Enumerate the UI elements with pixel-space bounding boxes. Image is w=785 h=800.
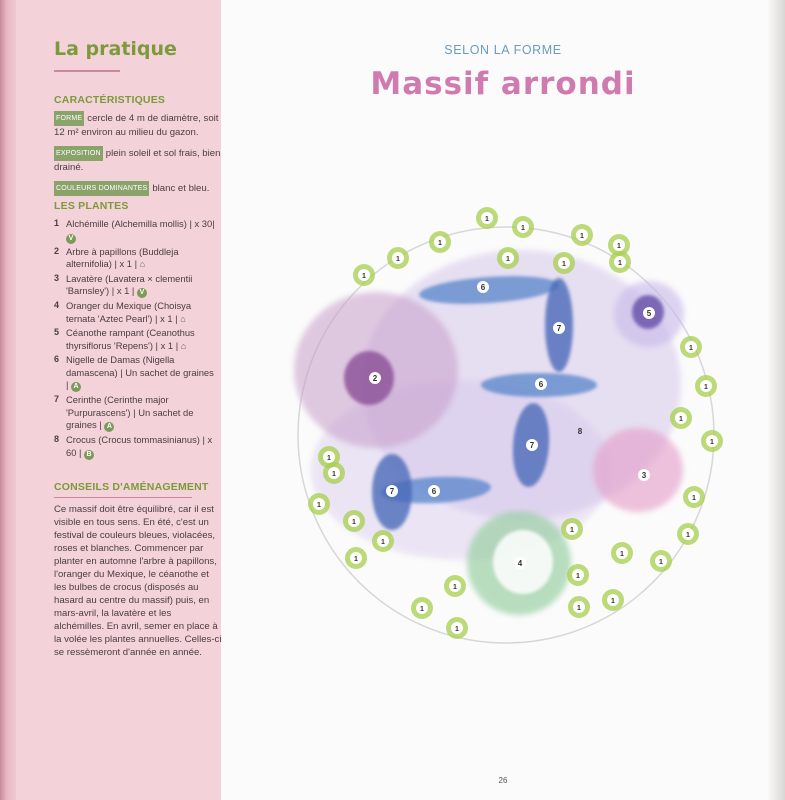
plant-description: Alchémille (Alchemilla mollis) | x 30| [66,218,215,229]
svg-text:5: 5 [646,309,652,318]
svg-text:1: 1 [521,225,525,232]
alchemilla-marker [444,575,466,597]
characteristics-heading: CARACTÉRISTIQUES [54,94,166,106]
advice-heading: CONSEILS D'AMÉNAGEMENT [54,481,209,493]
svg-text:1: 1 [679,416,683,423]
plant-number: 6 [54,354,60,364]
alchemilla-marker [571,224,593,246]
alchemilla-marker [345,547,367,569]
svg-text:1: 1 [332,471,336,478]
svg-text:1: 1 [352,519,356,526]
alchemilla-marker [611,542,633,564]
plant-item [54,394,226,432]
svg-text:4: 4 [517,559,523,568]
exposure-text: plein soleil et sol frais, bien drainé. [54,148,221,173]
plant-item [54,246,226,271]
plant-number-label [428,485,440,497]
plant-description: Lavatère (Lavatera × clementii 'Barnsley') | x 1 | [66,272,193,296]
svg-text:1: 1 [453,584,457,591]
alchemilla-marker [677,523,699,545]
plants-heading: LES PLANTES [54,200,129,212]
svg-text:1: 1 [570,527,574,534]
lavatera-wash [593,428,683,512]
plant-description: Arbre à papillons (Buddleja alternifolia) | x 1 | [66,245,179,269]
svg-text:8: 8 [577,427,583,436]
plant-number-label [514,557,526,569]
colors-tag: COULEURS DOMINANTES [54,181,149,196]
plant-number-label [578,427,583,436]
plant-text [66,327,216,352]
alchemilla-marker [670,407,692,429]
exposure-line [54,146,226,174]
svg-text:1: 1 [396,256,400,263]
advice-text: Ce massif doit être équilibré, car il est visible en tous sens. En été, c'est un festival de couleurs bleues, violacées, roses et blanches. Commencer par planter en automne l'arbre à papillons, l'oranger du Mexique, le céanothe et les bulbes de crocus (disposés au hasard au centre du massif) puis, en mars-avril, la lavatère et les alchémilles. En avril, semer en place à la volée les plantes annuelles. Celles-ci se ressèmeront d'année en année. [54,504,222,658]
plant-number-label [369,372,381,384]
svg-text:7: 7 [389,487,395,496]
alchemilla-marker [567,564,589,586]
plants-section [54,200,226,462]
alchemilla-marker [680,336,702,358]
svg-text:1: 1 [362,273,366,280]
alchemilla-marker [308,493,330,515]
alchemilla-marker [561,518,583,540]
section-kicker: SELON LA FORME [444,43,562,57]
form-text: cercle de 4 m de diamètre, soit 12 m² environ au milieu du gazon. [54,113,219,138]
svg-text:1: 1 [455,626,459,633]
colors-line [54,181,226,196]
plant-badge: B [84,450,94,460]
plant-item [54,218,226,244]
plant-text [66,273,216,299]
shrub-icon: ⌂ [139,259,146,269]
svg-text:1: 1 [485,216,489,223]
svg-text:1: 1 [506,256,510,263]
svg-text:1: 1 [704,384,708,391]
alchemilla-marker [512,216,534,238]
characteristics-section [54,94,226,196]
plant-item [54,434,226,460]
alchemilla-marker [683,486,705,508]
svg-text:7: 7 [529,441,535,450]
alchemilla-marker [323,462,345,484]
svg-text:7: 7 [556,324,562,333]
alchemilla-marker [602,589,624,611]
sidebar-panel [16,0,221,800]
svg-text:1: 1 [381,539,385,546]
plant-description: Oranger du Mexique (Choisya ternata 'Aztec Pearl') | x 1 | [66,300,192,324]
alchemilla-marker [701,430,723,452]
alchemilla-marker [568,596,590,618]
svg-text:1: 1 [354,556,358,563]
shrub-icon: ⌂ [180,340,187,351]
alchemilla-marker [372,530,394,552]
svg-text:1: 1 [618,260,622,267]
svg-text:1: 1 [438,240,442,247]
alchemilla-marker [553,252,575,274]
alchemilla-marker [387,247,409,269]
svg-text:1: 1 [689,345,693,352]
plant-number-label [477,281,489,293]
form-line [54,111,226,139]
svg-text:1: 1 [692,495,696,502]
plant-description: Céanothe rampant (Ceanothus thyrsiflorus 'Repens') | x 1 | [66,327,195,351]
sidebar-title: La pratique [54,38,177,60]
svg-text:1: 1 [562,261,566,268]
alchemilla-marker [411,597,433,619]
plant-number-label [526,439,538,451]
facing-page-edge [767,0,785,800]
sidebar-title-rule [54,70,120,72]
svg-text:1: 1 [576,573,580,580]
plant-badge: V [66,234,76,244]
plant-badge: A [104,422,114,432]
svg-text:3: 3 [641,471,647,480]
form-tag: FORME [54,111,84,126]
plant-text [66,246,216,271]
page-number: 26 [498,776,508,785]
alchemilla-marker [353,264,375,286]
alchemilla-marker [429,231,451,253]
plant-item [54,354,226,392]
svg-text:1: 1 [420,606,424,613]
colors-text: blanc et bleu. [152,183,210,194]
plant-number-label [535,378,547,390]
plant-text [66,300,216,325]
page-title: Massif arrondi [370,66,636,102]
alchemilla-marker [476,207,498,229]
alchemilla-marker [695,375,717,397]
plant-text [66,218,216,244]
plant-item [54,327,226,352]
shrub-icon: ⌂ [180,313,186,324]
svg-text:6: 6 [431,487,437,496]
plant-number-label [386,485,398,497]
plant-number: 2 [54,245,60,256]
plant-description: Cerinthe (Cerinthe major 'Purpurascens') | Un sachet de graines | [66,394,194,430]
svg-text:6: 6 [538,380,544,389]
advice-rule [54,497,192,498]
plant-list [54,218,226,460]
svg-text:2: 2 [372,374,378,383]
svg-text:1: 1 [686,532,690,539]
plant-number-label [643,307,655,319]
plant-item [54,300,226,325]
plant-number: 5 [54,327,60,337]
plant-description: Crocus (Crocus tommasinianus) | x 60 | [66,434,213,458]
book-page-edges [0,0,16,800]
svg-text:1: 1 [659,559,663,566]
plant-text [66,354,216,392]
svg-text:1: 1 [317,502,321,509]
plant-description: Nigelle de Damas (Nigella damascena) | Un sachet de graines | [66,354,214,390]
alchemilla-marker [343,510,365,532]
svg-text:1: 1 [617,243,621,250]
alchemilla-marker [609,251,631,273]
svg-text:1: 1 [580,233,584,240]
main-page [221,0,785,800]
svg-text:6: 6 [480,283,486,292]
buddleja-wash [294,292,458,448]
plant-number: 3 [54,272,60,283]
alchemilla-marker [650,550,672,572]
alchemilla-marker [497,247,519,269]
plant-text [66,394,216,432]
plant-number: 7 [54,394,60,404]
svg-text:1: 1 [710,439,714,446]
plant-number: 4 [54,300,60,310]
svg-text:1: 1 [327,455,331,462]
svg-text:1: 1 [620,551,624,558]
svg-text:1: 1 [611,598,615,605]
advice-section [54,481,226,659]
svg-text:1: 1 [577,605,581,612]
plant-number: 8 [54,434,60,444]
plant-number-label [553,322,565,334]
garden-bed-diagram [221,0,785,800]
alchemilla-marker [446,617,468,639]
plant-number: 1 [54,218,60,228]
plant-badge: V [137,288,147,298]
plant-item [54,273,226,299]
plant-badge: A [71,382,81,392]
plant-number-label [638,469,650,481]
exposure-tag: EXPOSITION [54,146,103,161]
plant-text [66,434,216,460]
